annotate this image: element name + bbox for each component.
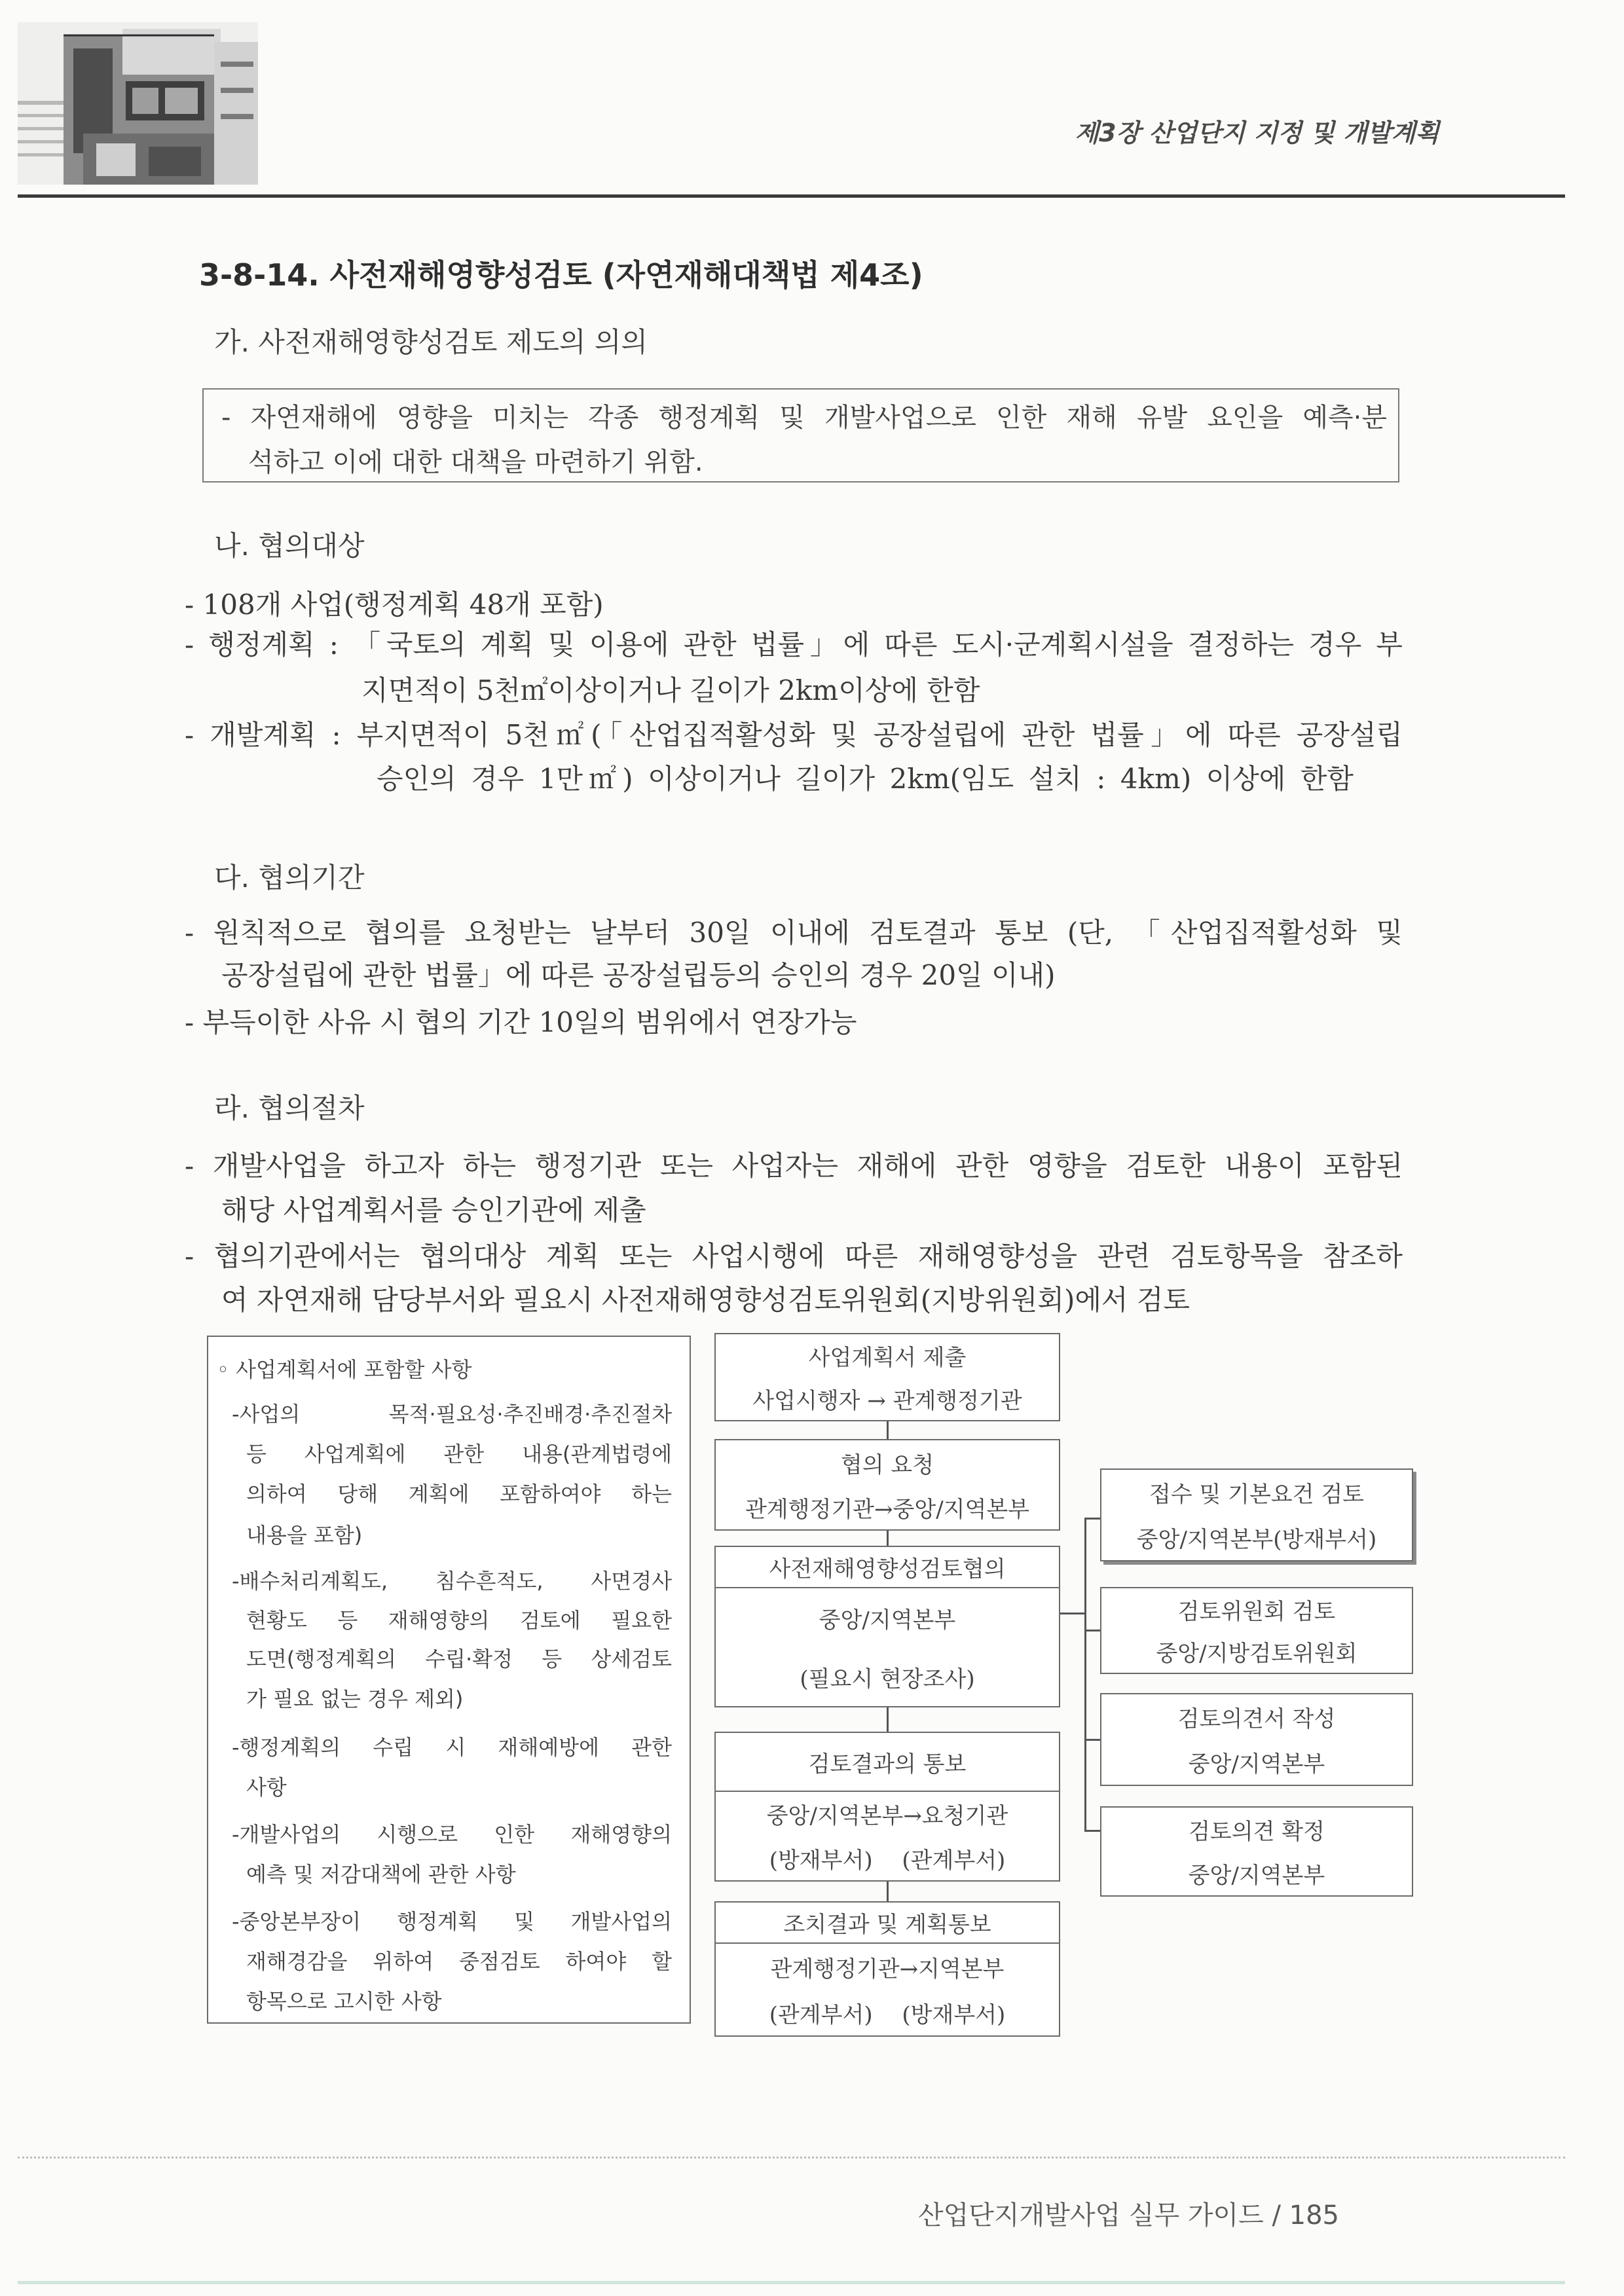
flow-connector — [887, 1707, 889, 1732]
flow-step-detail: 관계행정기관→지역본부 — [770, 1956, 1005, 1982]
plan-contents-title: ◦ 사업계획서에 포함할 사항 — [217, 1357, 472, 1382]
targets-line: 승인의 경우 1만㎡) 이상이거나 길이가 2km(임도 설치 : 4km) 이상에 한함 — [377, 763, 1354, 795]
flow-side-intake — [1100, 1468, 1413, 1561]
flow-branch-connector — [1084, 1630, 1100, 1631]
plan-contents-line: 내용을 포함) — [246, 1523, 363, 1548]
flow-step-detail: (방재부서) (관계부서) — [769, 1847, 1006, 1874]
plan-contents-line: 도면(행정계획의 수립·확정 등 상세검토 — [246, 1647, 672, 1671]
targets-line: - 행정계획 : 「국토의 계획 및 이용에 관한 법률」에 따른 도시·군계획시설을 결정하는 경우 부 — [185, 629, 1403, 661]
flow-side-detail: 중앙/지역본부 — [1188, 1751, 1325, 1777]
flow-side-title: 검토의견서 작성 — [1177, 1706, 1336, 1732]
flow-step-title: 협의 요청 — [840, 1451, 934, 1478]
footer-text: 산업단지개발사업 실무 가이드 / 185 — [918, 2200, 1340, 2231]
flow-side-detail: 중앙/지방검토위원회 — [1156, 1641, 1357, 1667]
flow-branch-connector — [1084, 1518, 1100, 1520]
flow-step-detail: 관계행정기관→중앙/지역본부 — [745, 1496, 1030, 1523]
flow-side-opinion-draft — [1100, 1693, 1413, 1786]
header-photo — [18, 22, 258, 185]
targets-heading: 나. 협의대상 — [214, 530, 365, 562]
plan-contents-line: -중앙본부장이 행정계획 및 개발사업의 — [232, 1909, 672, 1934]
flow-step-detail: 사업시행자 → 관계행정기관 — [752, 1387, 1022, 1414]
flow-side-title: 접수 및 기본요건 검토 — [1149, 1482, 1365, 1508]
flow-step-action — [714, 1901, 1060, 2037]
section-title: 3-8-14. 사전재해영향성검토 (자연재해대책법 제4조) — [199, 257, 923, 293]
plan-contents-line: 의하여 당해 계획에 포함하여야 하는 — [246, 1482, 672, 1506]
flow-side-detail: 중앙/지역본부(방재부서) — [1136, 1527, 1377, 1553]
period-line: - 부득이한 사유 시 협의 기간 10일의 범위에서 연장가능 — [185, 1006, 857, 1038]
plan-contents-line: -행정계획의 수립 시 재해예방에 관한 — [232, 1735, 672, 1760]
period-heading: 다. 협의기간 — [214, 862, 365, 894]
flow-step-title: 사전재해영향성검토협의 — [716, 1547, 1059, 1588]
flow-side-title: 검토의견 확정 — [1189, 1819, 1325, 1845]
targets-line: 지면적이 5천㎡이상이거나 길이가 2km이상에 한함 — [361, 674, 980, 706]
plan-contents-line: 가 필요 없는 경우 제외) — [246, 1686, 464, 1711]
chapter-title: 제3장 산업단지 지정 및 개발계획 — [1075, 118, 1439, 147]
procedure-line: - 개발사업을 하고자 하는 행정기관 또는 사업자는 재해에 관한 영향을 검토한 내용이 포함된 — [185, 1150, 1403, 1182]
period-line: - 원칙적으로 협의를 요청받는 날부터 30일 이내에 검토결과 통보 (단, 「산업집적활성화 및 — [185, 917, 1403, 949]
flow-step-detail: (관계부서) (방재부서) — [769, 2001, 1006, 2028]
plan-contents-line: 현황도 등 재해영향의 검토에 필요한 — [246, 1608, 672, 1633]
flow-side-committee — [1100, 1587, 1413, 1674]
purpose-line: - 자연재해에 영향을 미치는 각종 행정계획 및 개발사업으로 인한 재해 유발 요인을 예측·분 — [221, 403, 1387, 433]
plan-contents-line: 예측 및 저감대책에 관한 사항 — [246, 1862, 516, 1887]
flow-branch-connector — [1060, 1613, 1086, 1614]
flow-side-title: 검토위원회 검토 — [1177, 1598, 1336, 1625]
flow-side-detail: 중앙/지역본부 — [1188, 1863, 1325, 1889]
flow-step-title: 조치결과 및 계획통보 — [716, 1903, 1059, 1944]
plan-contents-line: -사업의 목적·필요성·추진배경·추진절차 — [232, 1402, 672, 1427]
flow-step-request — [714, 1439, 1060, 1531]
plan-contents-line: 사항 — [246, 1775, 287, 1800]
procedure-line: - 협의기관에서는 협의대상 계획 또는 사업시행에 따른 재해영향성을 관련 검토항목을 참조하 — [185, 1240, 1403, 1272]
plan-contents-line: -배수처리계획도, 침수흔적도, 사면경사 — [232, 1569, 672, 1594]
targets-line: - 108개 사업(행정계획 48개 포함) — [185, 589, 604, 621]
flow-step-detail: (필요시 현장조사) — [800, 1666, 975, 1692]
purpose-heading: 가. 사전재해영향성검토 제도의 의의 — [214, 326, 648, 358]
plan-contents-line: 등 사업계획에 관한 내용(관계법령에 — [246, 1442, 672, 1467]
plan-contents-line: 재해경감을 위하여 중점검토 하여야 할 — [246, 1949, 672, 1974]
plan-contents-line: 항목으로 고시한 사항 — [246, 1989, 442, 2014]
targets-line: - 개발계획 : 부지면적이 5천㎡(「산업집적활성화 및 공장설립에 관한 법률」에 따른 공장설립 — [185, 719, 1403, 751]
flow-connector — [887, 1531, 889, 1546]
flow-step-detail: 중앙/지역본부 — [819, 1607, 956, 1633]
flow-step-review — [714, 1546, 1060, 1707]
flow-step-submit — [714, 1333, 1060, 1421]
flow-connector — [887, 1421, 889, 1439]
flow-connector — [887, 1882, 889, 1901]
flow-step-detail: 중앙/지역본부→요청기관 — [766, 1803, 1008, 1830]
procedure-line: 해당 사업계획서를 승인기관에 제출 — [221, 1194, 646, 1226]
flow-branch-connector — [1084, 1518, 1086, 1832]
period-line: 공장설립에 관한 법률」에 따른 공장설립등의 승인의 경우 20일 이내) — [221, 959, 1056, 991]
footer-divider — [18, 2157, 1565, 2159]
flow-step-title: 사업계획서 제출 — [808, 1345, 967, 1372]
procedure-line: 여 자연재해 담당부서와 필요시 사전재해영향성검토위원회(지방위원회)에서 검토 — [221, 1284, 1190, 1316]
flow-branch-connector — [1084, 1739, 1100, 1741]
flow-side-opinion-final — [1100, 1806, 1413, 1897]
purpose-line: 석하고 이에 대한 대책을 마련하기 위함. — [248, 447, 703, 477]
header-rule — [18, 194, 1565, 198]
procedure-heading: 라. 협의절차 — [214, 1092, 365, 1124]
flow-branch-connector — [1084, 1830, 1100, 1832]
plan-contents-line: -개발사업의 시행으로 인한 재해영향의 — [232, 1822, 672, 1847]
flow-step-notify — [714, 1732, 1060, 1882]
footer-rule — [18, 2281, 1565, 2284]
flow-step-title: 검토결과의 통보 — [716, 1733, 1059, 1792]
